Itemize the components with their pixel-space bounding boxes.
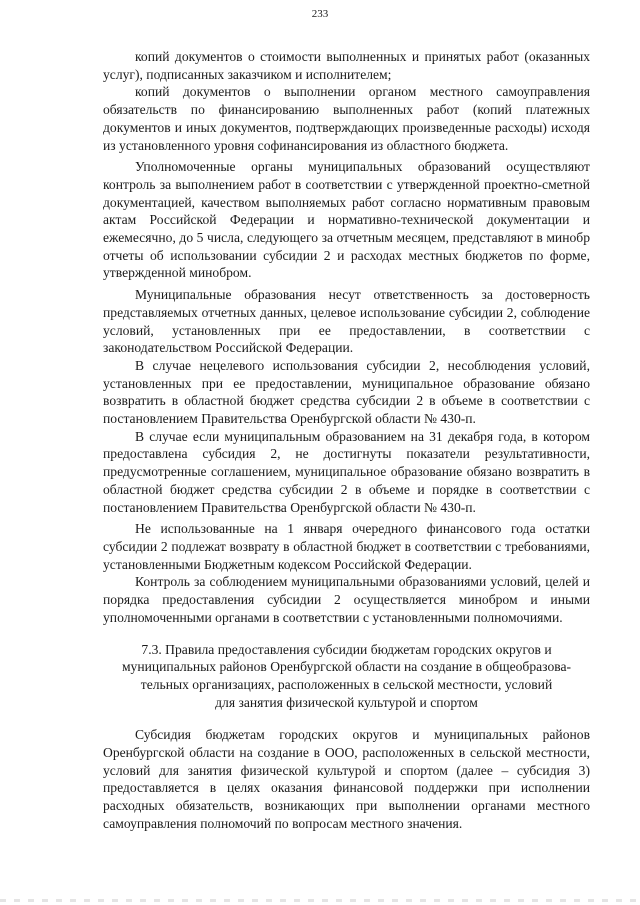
page-number: 233 [311,8,329,20]
paragraph-1: копий документов о стоимости выполненных и принятых работ (оказанных услуг), подписанных заказчиком и исполнителем; [103,49,590,82]
heading-line-2: муниципальных районов Оренбургской области на создание в общеобразова- [121,659,572,675]
paragraph-8: Контроль за соблюдением муниципальными образованиями условий, целей и порядка предоставления субсидии 2 осуществляется минобром и иными уполномоченными органами в соответствии с установленными полномочиями. [103,574,590,625]
document-body [103,48,590,833]
paragraph-6: В случае если муниципальным образованием на 31 декабря года, в котором предоставлена субсидия 2, не достигнуты показатели результативности, предусмотренные соглашением, муниципальное образование обязано возвратить в областной бюджет средства субсидии 2 в объеме и порядке в соответствии с постановлением Правительства Оренбургской области № 430-п. [103,428,590,515]
paragraph-7: Не использованные на 1 января очередного финансового года остатки субсидии 2 подлежат возврату в областной бюджет в соответствии с требованиями, установленными Бюджетным кодексом Российской Федерации. [103,521,590,572]
heading-line-1: 7.3. Правила предоставления субсидии бюджетам городских округов и [141,641,552,657]
paragraph-3: Уполномоченные органы муниципальных образований осуществляют контроль за выполнением работ в соответствии с утвержденной проектно-сметной документацией, качеством выполняемых работ согласно нормативным правовым актам Российской Федерации и нормативно-технической документации и ежемесячно, до 5 числа, следующего за отчетным месяцем, представляют в минобр отчеты об использовании субсидии 2 и расходах местных бюджетов по форме, утвержденной минобром. [103,159,590,281]
heading-line-4: для занятия физической культурой и спортом [215,694,478,710]
paragraph-2: копий документов о выполнении органом местного самоуправления обязательств по финансированию выполненных работ (копий платежных документов и иных документов, подтверждающих произведенные расходы) исходя из установленного уровня софинансирования из областного бюджета. [103,84,590,153]
paragraph-4: Муниципальные образования несут ответственность за достоверность представляемых отчетных данных, целевое использование субсидии 2, соблюдение условий, установленных при ее предоставлении, в соответствии с законодательством Российской Федерации. [103,287,590,356]
paragraph-5: В случае нецелевого использования субсидии 2, несоблюдения условий, установленных при ее предоставлении, муниципальное образование обязано возвратить в областной бюджет средства субсидии 2 в объеме в соответствии с постановлением Правительства Оренбургской области № 430-п. [103,357,590,427]
heading-line-3: тельных организациях, расположенных в сельской местности, условий [140,676,553,692]
scan-edge-artifact [0,899,640,902]
section-heading [103,641,590,712]
paragraph-9: Субсидия бюджетам городских округов и муниципальных районов Оренбургской области на создание в ООО, расположенных в сельской местности, условий для занятия физической культурой и спортом (далее – субсидия 3) предоставляется в целях оказания финансовой поддержки при исполнении расходных обязательств, возникающих при выполнении органами местного самоуправления полномочий по вопросам местного значения. [103,727,590,831]
